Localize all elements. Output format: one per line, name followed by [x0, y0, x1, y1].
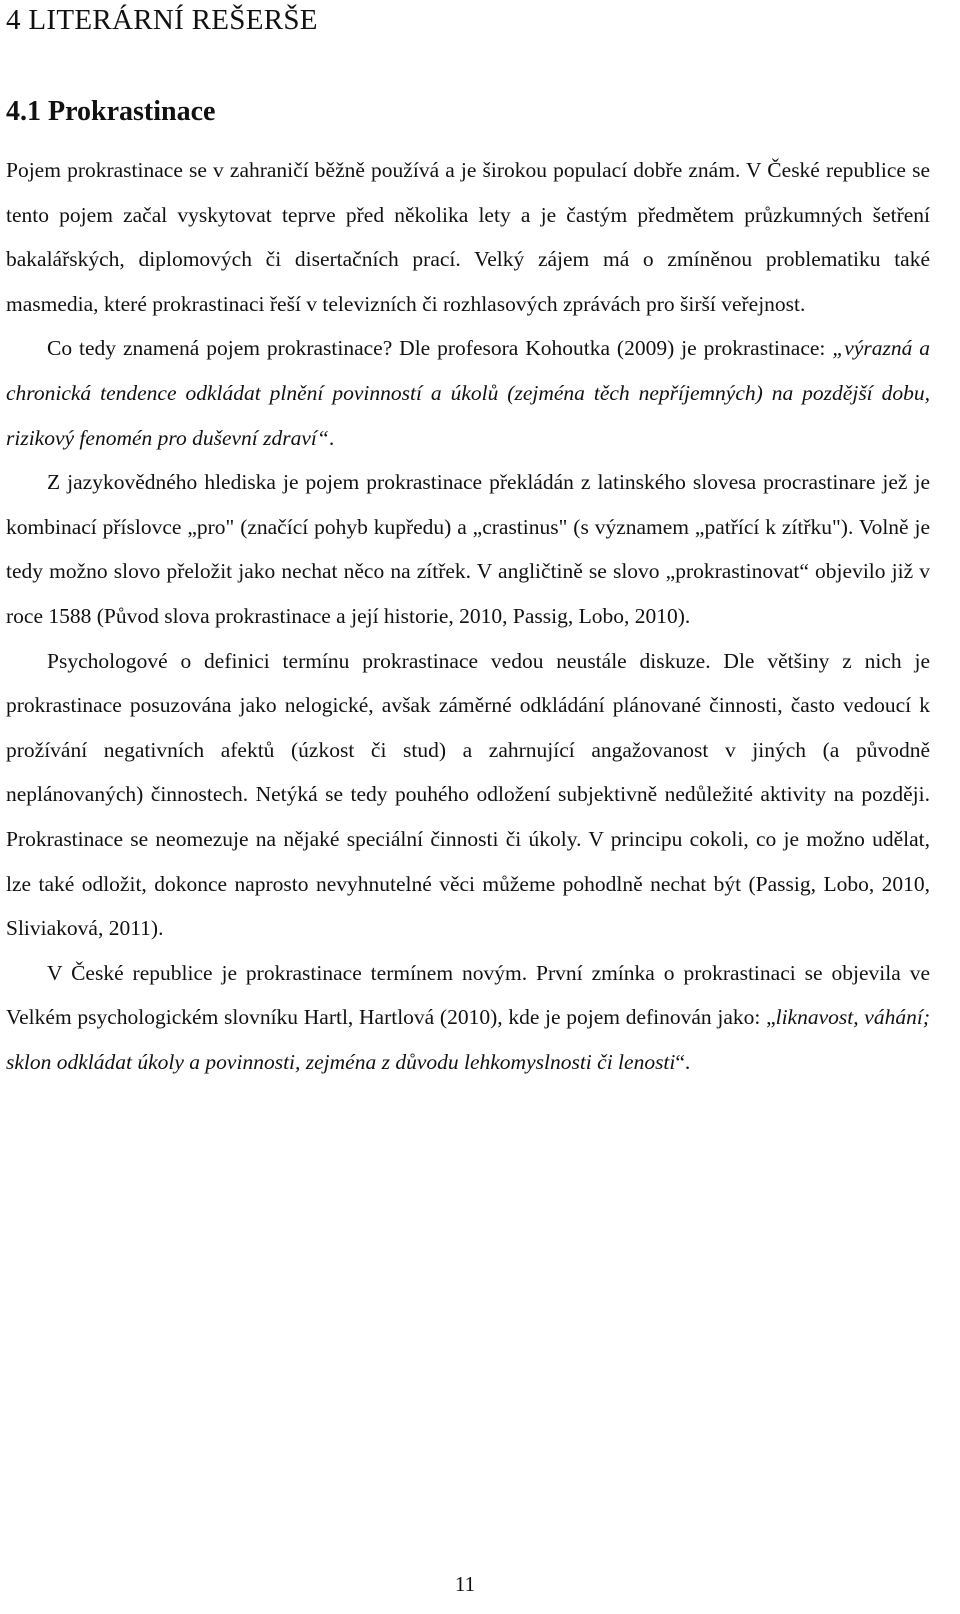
paragraph-3: Z jazykovědného hlediska je pojem prokrastinace překládán z latinského slovesa procrastinare jež je kombinací příslovce „pro" (značící pohyb kupředu) a „crastinus" (s významem „patřící k zítřku"). Volně je tedy možno slovo přeložit jako nechat něco na zítřek. V angličtině se slovo „prokrastinovat“ objevilo již v roce 1588 (Původ slova prokrastinace a její historie, 2010, Passig, Lobo, 2010).: [6, 470, 930, 628]
paragraph-5-text: V České republice je prokrastinace termínem novým. První zmínka o prokrastinaci se objevila ve Velkém psychologickém slovníku Hartl, Hartlová (2010), kde je pojem definován jako: „: [6, 960, 930, 1030]
paragraph-1: Pojem prokrastinace se v zahraničí běžně používá a je širokou populací dobře znám. V České republice se tento pojem začal vyskytovat teprve před několika lety a je častým předmětem průzkumných šetření bakalářských, diplomových či disertačních prací. Velký zájem má o zmíněnou problematiku také masmedia, které prokrastinaci řeší v televizních či rozhlasových zprávách pro širší veřejnost.: [6, 158, 930, 316]
paragraph-4: Psychologové o definici termínu prokrastinace vedou neustále diskuze. Dle většiny z nich je prokrastinace posuzována jako nelogické, avšak záměrné odkládání plánované činnosti, často vedoucí k prožívání negativních afektů (úzkost či stud) a zahrnující angažovanost v jiných (a původně neplánovaných) činnostech. Netýká se tedy pouhého odložení subjektivně nedůležité aktivity na později. Prokrastinace se neomezuje na nějaké speciální činnosti či úkoly. V principu cokoli, co je možno udělat, lze také odložit, dokonce naprosto nevyhnutelné věci můžeme pohodlně nechat být (Passig, Lobo, 2010, Sliviaková, 2011).: [6, 648, 930, 941]
body-text: [6, 148, 930, 1084]
page-number: 11: [454, 1572, 476, 1596]
chapter-heading: 4 LITERÁRNÍ REŠERŠE: [6, 4, 318, 36]
paragraph-5-end: “.: [675, 1049, 691, 1074]
paragraph-2-end: .: [328, 425, 335, 450]
kohoutek-quote: „výrazná a chronická tendence odkládat plnění povinností a úkolů (zejména těch nepříjemných) na pozdější dobu, rizikový fenomén pro duševní zdraví“: [6, 336, 931, 450]
paragraph-2: [6, 326, 930, 460]
paragraph-5: [6, 951, 930, 1085]
hartl-quote: liknavost, váhání; sklon odkládat úkoly a povinnosti, zejména z důvodu lehkomyslnosti či lenosti: [6, 1005, 930, 1074]
section-heading: 4.1 Prokrastinace: [6, 96, 216, 127]
paragraph-2-text: Co tedy znamená pojem prokrastinace? Dle profesora Kohoutka (2009) je prokrastinace:: [47, 336, 833, 361]
